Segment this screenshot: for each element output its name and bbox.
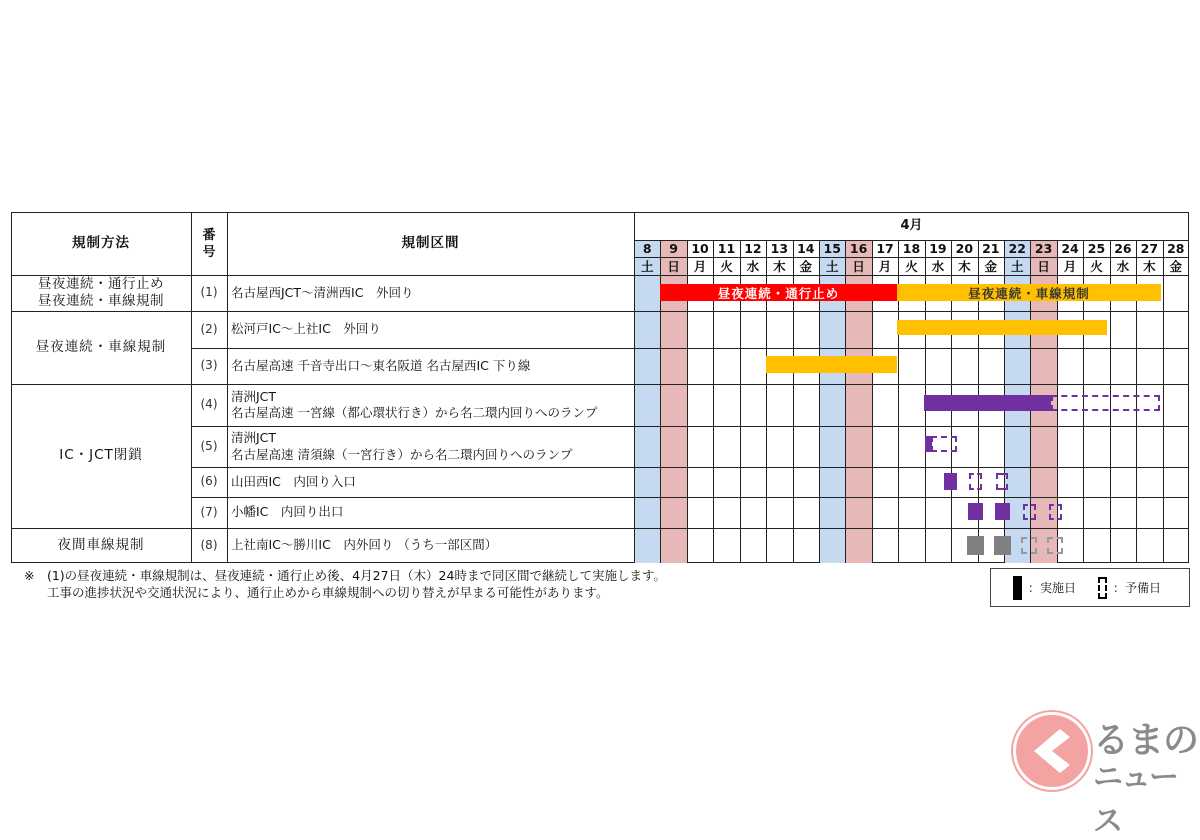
day-weekday: 水 xyxy=(1116,259,1130,274)
legend-reserve-label: ：予備日 xyxy=(1113,581,1162,595)
row-section-line1: 名古屋高速 千音寺出口～東名阪道 名古屋西IC 下り線 xyxy=(231,357,531,373)
weekend-band-8 xyxy=(634,240,660,563)
row-number: (7) xyxy=(200,504,218,519)
bar-row7-reserve-1 xyxy=(1023,504,1036,520)
day-weekday: 日 xyxy=(1037,259,1050,274)
day-date: 11 xyxy=(717,241,736,256)
day-date: 19 xyxy=(929,241,947,256)
bar-row6-reserve-1 xyxy=(969,473,982,490)
row-section-line2: 名古屋高速 清須線（一宮行き）から名二環内回りへのランプ xyxy=(231,446,573,462)
day-date: 13 xyxy=(770,241,789,256)
row-number: (2) xyxy=(200,321,218,336)
row-number: (5) xyxy=(200,438,218,453)
group-3-method: IC・JCT閉鎖 xyxy=(59,447,143,464)
legend-actual-label: ：実施日 xyxy=(1028,581,1077,595)
bar-row1-lane: 昼夜連続・車線規制 xyxy=(897,284,1161,301)
note-line2: 工事の進捗状況や交通状況により、通行止めから車線規制への切り替えが早まる可能性があります。 xyxy=(47,585,609,600)
day-date: 18 xyxy=(902,241,921,256)
day-date: 9 xyxy=(669,241,678,256)
row-number: (6) xyxy=(200,474,218,489)
row-section xyxy=(227,384,634,426)
day-weekday: 火 xyxy=(905,259,918,274)
logo-icon xyxy=(1013,712,1091,790)
header-number-top: 番 xyxy=(202,227,216,243)
logo-text-line2: ニュース xyxy=(1093,760,1177,839)
day-weekday: 金 xyxy=(1169,259,1183,274)
row-number: (3) xyxy=(200,358,218,373)
bar-row8-reserve-1 xyxy=(1021,537,1037,554)
day-date: 20 xyxy=(955,241,974,256)
bar-row4-actual xyxy=(924,395,1051,411)
row-section-line2: 名古屋高速 一宮線（都心環状行き）から名二環内回りへのランプ xyxy=(231,405,598,420)
day-date: 22 xyxy=(1008,241,1026,256)
day-date: 24 xyxy=(1061,241,1079,256)
day-date: 23 xyxy=(1034,241,1053,256)
bar-row6-actual xyxy=(944,473,957,490)
day-weekday: 月 xyxy=(878,259,892,274)
row-number: (8) xyxy=(200,537,218,552)
row-section-line1: 上社南IC～勝川IC 内外回り （うち一部区間） xyxy=(231,537,498,553)
day-date: 14 xyxy=(797,241,815,256)
day-date: 21 xyxy=(982,241,1000,256)
day-weekday: 日 xyxy=(667,259,680,274)
day-weekday: 火 xyxy=(720,259,733,274)
day-weekday: 土 xyxy=(1010,259,1024,274)
day-weekday: 木 xyxy=(958,259,971,274)
bar-row1-closure: 昼夜連続・通行止め xyxy=(660,284,897,301)
row-section-line1: 小幡IC 内回り出口 xyxy=(231,504,344,520)
day-weekday: 日 xyxy=(852,259,865,274)
day-weekday: 水 xyxy=(931,259,945,274)
group-1-method xyxy=(11,275,191,311)
header-month: 4月 xyxy=(900,217,923,233)
legend-actual-swatch xyxy=(1013,576,1022,600)
row-number: (1) xyxy=(200,285,218,300)
row-section-line1: 清洲JCT xyxy=(231,430,277,446)
header-number-bottom: 号 xyxy=(202,244,216,260)
legend-reserve-swatch xyxy=(1098,577,1107,599)
day-date: 17 xyxy=(876,241,894,256)
row-section xyxy=(227,497,634,528)
row-section xyxy=(227,426,634,467)
day-date: 15 xyxy=(823,241,841,256)
group-4-method: 夜間車線規制 xyxy=(57,536,145,553)
day-weekday: 土 xyxy=(825,259,839,274)
day-date: 26 xyxy=(1114,241,1132,256)
row-section xyxy=(227,348,634,384)
bar-row8-reserve-2 xyxy=(1047,537,1063,554)
day-weekday: 月 xyxy=(1063,259,1077,274)
header-section: 規制区間 xyxy=(401,234,460,251)
bar-row7-reserve-2 xyxy=(1049,504,1062,520)
day-weekday: 月 xyxy=(693,259,707,274)
bar-row3-lane xyxy=(766,356,897,373)
header-number xyxy=(191,216,227,271)
header-method: 規制方法 xyxy=(72,234,130,251)
day-date: 8 xyxy=(642,241,652,256)
row-section xyxy=(227,275,634,311)
row-number: (4) xyxy=(200,397,218,412)
row-section xyxy=(227,467,634,497)
day-weekday: 金 xyxy=(984,259,998,274)
row-section xyxy=(227,311,634,348)
bar-row7-actual-1 xyxy=(968,503,983,520)
group-1-line2: 昼夜連続・車線規制 xyxy=(38,293,164,309)
row-section-line1: 名古屋西JCT～清洲西IC 外回り xyxy=(231,284,414,300)
day-weekday: 火 xyxy=(1090,259,1103,274)
day-weekday: 木 xyxy=(1143,259,1156,274)
row-section-line1: 山田西IC 内回り入口 xyxy=(231,473,356,489)
day-date: 28 xyxy=(1167,241,1185,256)
bar-row6-reserve-2 xyxy=(996,473,1008,490)
day-date: 10 xyxy=(691,241,709,256)
bar-row5-reserve xyxy=(931,436,957,452)
row-section xyxy=(227,528,634,563)
legend xyxy=(990,568,1190,607)
day-weekday: 木 xyxy=(773,259,786,274)
bar-row4-reserve xyxy=(1051,395,1160,411)
chevron-left-icon xyxy=(1016,715,1088,787)
row-section-line1: 松河戸IC～上社IC 外回り xyxy=(231,321,381,337)
day-weekday: 金 xyxy=(799,259,813,274)
bar-row2-lane xyxy=(897,320,1107,335)
day-weekday: 水 xyxy=(746,259,760,274)
bar-row7-actual-2 xyxy=(995,503,1010,520)
bar-row8-actual-2 xyxy=(994,536,1011,555)
row-section-line1: 清洲JCT xyxy=(231,388,277,404)
note-line1: ※ (1)の昼夜連続・車線規制は、昼夜連続・通行止め後、4月27日（木）24時まで同区間で継続して実施します。 xyxy=(24,568,666,583)
bar-row8-actual-1 xyxy=(967,536,984,555)
group-1-line1: 昼夜連続・通行止め xyxy=(38,276,164,292)
day-weekday: 土 xyxy=(640,259,654,274)
logo-text-line1: るまの xyxy=(1093,720,1199,761)
group-2-method: 昼夜連続・車線規制 xyxy=(35,338,167,355)
day-date: 16 xyxy=(849,241,868,256)
day-date: 12 xyxy=(744,241,762,256)
day-date: 27 xyxy=(1140,241,1159,256)
day-date: 25 xyxy=(1087,241,1106,256)
